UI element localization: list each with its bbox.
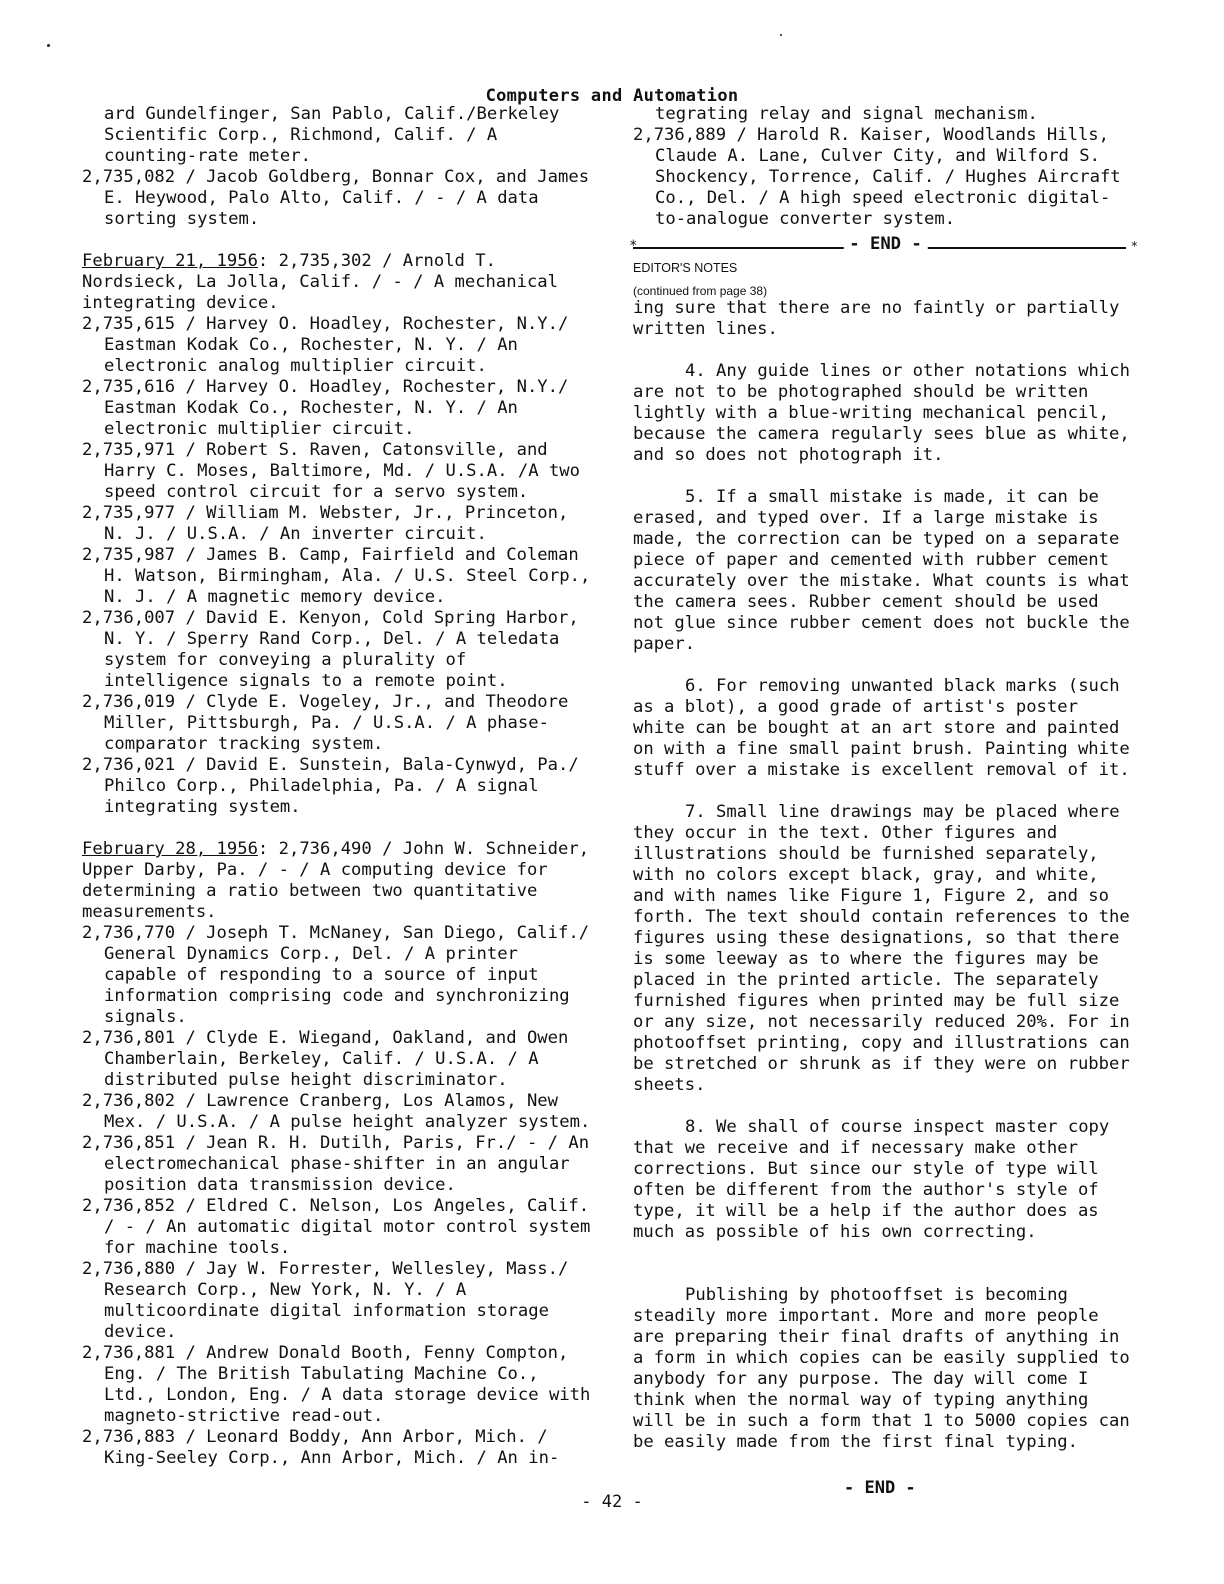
group-date-colon: : [257,839,279,859]
patent-group-feb-28 [82,839,592,1469]
notes-paragraph: ing sure that there are no faintly or partially written lines. [633,298,1120,339]
asterisk-right: * [1130,239,1138,253]
print-speck [780,34,782,36]
patent-entry: 2,736,019 / Clyde E. Vogeley, Jr., and Theodore Miller, Pittsburgh, Pa. / U.S.A. / A phase-comparator tracking system. [82,692,569,754]
section-end-rule [629,234,1138,260]
notes-paragraph: Publishing by photooffset is becoming steadily more important. More and more people are preparing their final drafts of anything in a form in which copies can be easily supplied to anybody for any purpose. The day will come I think when the normal way of typing anything will be in such a form that 1 to 5000 copies can be easily made from the first final typing. [633,1285,1130,1452]
patent-entry: 2,735,987 / James B. Camp, Fairfield and Coleman H. Watson, Birmingham, Ala. / U.S. Steel Corp., N. J. / A magnetic memory device. [82,545,591,607]
patent-entry: 2,736,852 / Eldred C. Nelson, Los Angeles, Calif. / - / An automatic digital motor control system for machine tools. [82,1196,591,1258]
patent-entry: 2,736,851 / Jean R. H. Dutilh, Paris, Fr./ - / An electromechanical phase-shifter in an angular position data transmission device. [82,1133,590,1195]
print-speck [47,44,50,47]
patent-entry-continued: tegrating relay and signal mechanism. [655,104,1038,124]
patent-entry-continued: ard Gundelfinger, San Pablo, Calif./Berkeley Scientific Corp., Richmond, Calif. / A counting-rate meter. [104,104,560,166]
patent-entry: 2,736,801 / Clyde E. Wiegand, Oakland, and Owen Chamberlain, Berkeley, Calif. / U.S.A. / A distributed pulse height discriminator. [82,1028,569,1090]
asterisk-left: * [629,238,638,254]
continued-note: (continued from page 38) [633,284,768,298]
patent-entry: 2,735,615 / Harvey O. Hoadley, Rochester, N.Y./ Eastman Kodak Co., Rochester, N. Y. / An electronic analog multiplier circuit. [82,314,569,376]
patent-entry: 2,736,490 / John W. Schneider, Upper Darby, Pa. / - / A computing device for determining a ratio between two quantitative measurements. [82,839,590,922]
notes-paragraph: 8. We shall of course inspect master copy that we receive and if necessary make other corrections. But since our style of type will often be different from the author's style of type, it will be a help if the author does as much as possible of his own correcting. [633,1117,1110,1242]
patent-entry: 2,735,082 / Jacob Goldberg, Bonnar Cox, and James E. Heywood, Palo Alto, Calif. / - / A data sorting system. [82,167,590,229]
patent-entry: 2,736,881 / Andrew Donald Booth, Fenny Compton, Eng. / The British Tabulating Machine Co., Ltd., London, Eng. / A data storage device with magneto-strictive read-out. [82,1343,591,1426]
patent-entry: 2,736,007 / David E. Kenyon, Cold Spring Harbor, N. Y. / Sperry Rand Corp., Del. / A teledata system for conveying a plurality of intelligence signals to a remote point. [82,608,579,691]
notes-paragraph: 4. Any guide lines or other notations which are not to be photographed should be written lightly with a blue-writing mechanical pencil, because the camera regularly sees blue as white, and so does not photograph it. [633,361,1130,465]
running-header: Computers and Automation [485,86,739,106]
notes-paragraph: 6. For removing unwanted black marks (such as a blot), a good grade of artist's poster white can be bought at an art store and painted on with a fine small paint brush. Painting white stuff over a mistake is excellent removal of it. [633,676,1130,780]
patent-entry: 2,735,302 / Arnold T. Nordsieck, La Jolla, Calif. / - / A mechanical integrating device. [82,251,558,313]
right-column [629,104,1138,1474]
patent-entry: 2,736,770 / Joseph T. McNaney, San Diego, Calif./ General Dynamics Corp., Del. / A printer capable of responding to a source of input information comprising code and synchronizing signals. [82,923,590,1027]
patent-entry: 2,735,977 / William M. Webster, Jr., Princeton, N. J. / U.S.A. / An inverter circuit. [82,503,569,544]
patent-entry: 2,735,971 / Robert S. Raven, Catonsville, and Harry C. Moses, Baltimore, Md. / U.S.A. /A two speed control circuit for a servo system. [82,440,580,502]
patent-entry: 2,736,021 / David E. Sunstein, Bala-Cynwyd, Pa./ Philco Corp., Philadelphia, Pa. / A signal integrating system. [82,755,579,817]
left-column [82,104,592,1490]
notes-paragraph: 7. Small line drawings may be placed where they occur in the text. Other figures and illustrations should be furnished separately, with no colors except black, gray, and white, and with names like Figure 1, Figure 2, and so forth. The text should contain references to the figures using these designations, so that there is some leeway as to where the figures may be placed in the printed article. The separately furnished figures when printed may be full size or any size, not necessarily reduced 20%. For in photooffset printing, copy and illustrations can be stretched or shrunk as if they were on rubber sheets. [633,802,1130,1095]
notes-paragraph: 5. If a small mistake is made, it can be erased, and typed over. If a large mistake is made, the correction can be typed on a separate piece of paper and cemented with rubber cement accurately over the mistake. What counts is what the camera sees. Rubber cement should be used not glue since rubber cement does not buckle the paper. [633,487,1130,654]
patent-entry: 2,736,883 / Leonard Boddy, Ann Arbor, Mich. / King-Seeley Corp., Ann Arbor, Mich. / An in- [82,1427,560,1468]
group-date-colon: : [257,251,279,271]
group-first-entry [82,839,592,923]
patent-group-feb-21 [82,251,592,818]
final-end-mark: - END - [844,1478,916,1498]
patent-entry: 2,736,802 / Lawrence Cranberg, Los Alamos, New Mex. / U.S.A. / A pulse height analyzer system. [82,1091,591,1132]
group-date: February 28, 1956 [82,839,258,859]
patent-entry: 2,736,880 / Jay W. Forrester, Wellesley, Mass./ Research Corp., New York, N. Y. / A multicoordinate digital information storage device. [82,1259,569,1342]
editors-notes-title: EDITOR'S NOTES [633,261,738,275]
group-first-entry [82,251,592,314]
patent-entry: 2,735,616 / Harvey O. Hoadley, Rochester, N.Y./ Eastman Kodak Co., Rochester, N. Y. / An electronic multiplier circuit. [82,377,569,439]
page-number: - 42 - [581,1492,643,1512]
end-mark: - END - [843,234,927,255]
group-date: February 21, 1956 [82,251,258,271]
patent-entry: 2,736,889 / Harold R. Kaiser, Woodlands Hills, Claude A. Lane, Culver City, and Wilford S. Shockency, Torrence, Calif. / Hughes Aircraft Co., Del. / A high speed electronic digital-to-analogue converter system. [633,125,1121,229]
